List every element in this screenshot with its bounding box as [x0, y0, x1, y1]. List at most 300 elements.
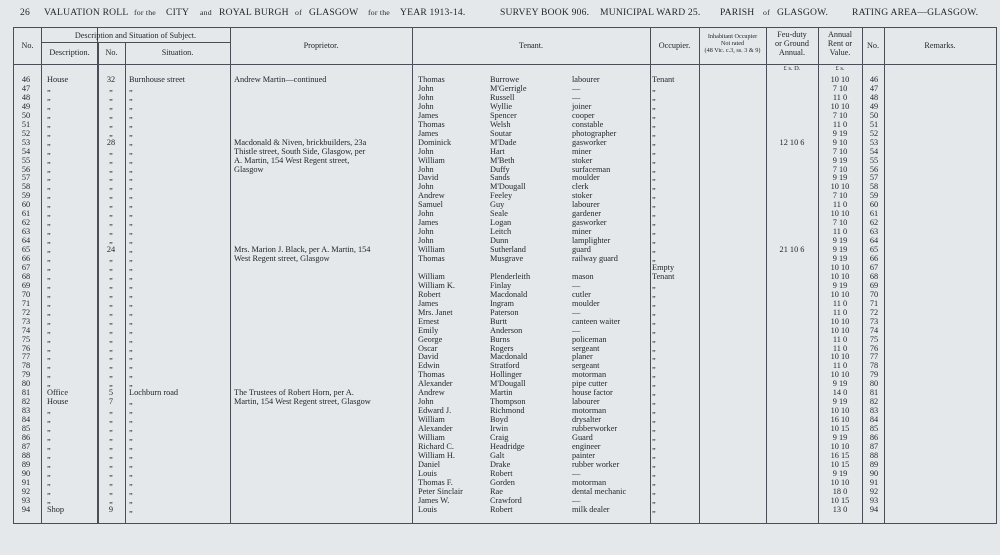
cell-first: John: [418, 209, 434, 219]
table-row: [14, 147, 996, 156]
cell-num: „: [109, 352, 113, 362]
cell-first: William K.: [418, 280, 455, 290]
cell-last: Welsh: [490, 119, 511, 129]
table-row: [14, 406, 996, 415]
cell-rent: 9 19: [832, 245, 848, 255]
cell-rent: 14 0: [832, 388, 848, 398]
cell-no-right: 74: [869, 325, 879, 335]
cell-sit: „: [129, 254, 133, 263]
cell-no-right: 78: [869, 361, 879, 371]
cell-desc: „: [47, 254, 51, 263]
cell-desc: „: [47, 209, 51, 219]
cell-occupier: „: [652, 289, 656, 299]
cell-no: 78: [21, 361, 31, 371]
cell-rent: 11 0: [832, 200, 848, 210]
cell-last: Rogers: [490, 343, 514, 353]
cell-last: Hollinger: [490, 370, 522, 380]
cell-occ: stoker: [572, 191, 593, 201]
cell-num: „: [109, 415, 113, 425]
cell-occupier: „: [652, 316, 656, 326]
cell-desc: „: [47, 101, 51, 111]
cell-occupier: „: [652, 182, 656, 192]
cell-no-right: 54: [869, 146, 879, 156]
cell-sit: „: [129, 110, 133, 120]
table-row: [14, 290, 996, 299]
cell-occ: gasworker: [572, 218, 607, 228]
cell-no-right: 85: [869, 424, 879, 434]
cell-first: Alexander: [418, 379, 453, 389]
table-row: [14, 75, 996, 84]
cell-sit: „: [129, 101, 133, 111]
table-row: [14, 281, 996, 290]
col-rent-line3: Value.: [829, 48, 851, 57]
cell-no: 75: [21, 334, 31, 344]
cell-occupier: „: [652, 325, 656, 335]
cell-desc: „: [47, 128, 51, 138]
cell-desc: „: [47, 280, 51, 290]
cell-desc: „: [47, 191, 51, 201]
cell-rent: 9 19: [832, 468, 848, 478]
cell-occupier: „: [652, 370, 656, 380]
cell-sit: „: [129, 441, 133, 451]
cell-desc: „: [47, 495, 51, 505]
cell-num: „: [109, 173, 113, 183]
cell-sit: „: [129, 92, 133, 102]
cell-num: „: [109, 486, 113, 496]
cell-first: Emily: [418, 325, 439, 335]
cell-no-right: 50: [869, 110, 879, 120]
cell-occupier: „: [652, 236, 656, 246]
cell-occupier: „: [652, 137, 656, 147]
cell-no-right: 59: [869, 191, 879, 201]
cell-rent: 18 0: [832, 486, 848, 496]
cell-no: 81: [21, 388, 31, 398]
col-situation: Situation.: [161, 48, 194, 57]
cell-occ: moulder: [572, 173, 600, 183]
cell-occ: labourer: [572, 75, 600, 84]
cell-occupier: „: [652, 495, 656, 505]
cell-num: „: [109, 200, 113, 210]
col-inhabitant: [699, 33, 766, 54]
cell-no: 77: [21, 352, 31, 362]
cell-num: „: [109, 227, 113, 237]
cell-num: „: [109, 155, 113, 165]
cell-occ: gasworker: [572, 137, 607, 147]
cell-first: Richard C.: [418, 441, 454, 451]
cell-desc: „: [47, 486, 51, 496]
cell-num: „: [109, 325, 113, 335]
cell-sit: „: [129, 83, 133, 93]
cell-desc: „: [47, 146, 51, 156]
cell-num: „: [109, 119, 113, 129]
cell-sit: „: [129, 280, 133, 290]
col-feu-line1: Feu-duty: [777, 30, 807, 39]
cell-rent: 7 10: [832, 218, 848, 228]
table-row: [14, 487, 996, 496]
cell-prop: Mrs. Marion J. Black, per A. Martin, 154: [234, 245, 371, 255]
cell-occ: miner: [572, 146, 592, 156]
feu-currency-units: £ s. D.: [783, 65, 801, 72]
cell-no-right: 48: [869, 92, 879, 102]
cell-no: 51: [21, 119, 31, 129]
cell-rent: 10 10: [830, 406, 850, 416]
cell-last: Ingram: [490, 298, 514, 308]
cell-first: Thomas: [418, 254, 445, 263]
col-rent-line1: Annual: [827, 30, 853, 39]
cell-rent: 10 15: [830, 495, 850, 505]
cell-last: Galt: [490, 450, 505, 460]
cell-rent: 9 19: [832, 433, 848, 442]
cell-rent: 10 10: [830, 325, 850, 335]
cell-last: M'Gerrigle: [490, 83, 527, 93]
cell-desc: „: [47, 155, 51, 165]
table-row: [14, 272, 996, 281]
cell-last: Burns: [490, 334, 510, 344]
cell-rent: 7 10: [832, 110, 848, 120]
cell-occupier: „: [652, 254, 656, 263]
cell-num: „: [109, 334, 113, 344]
cell-no: 67: [21, 262, 31, 272]
cell-no: 56: [21, 164, 31, 174]
table-row: [14, 84, 996, 93]
cell-rent: 10 15: [830, 424, 850, 434]
cell-occ: —: [572, 280, 581, 290]
cell-rent: 11 0: [832, 307, 848, 317]
cell-no-right: 91: [869, 477, 879, 487]
cell-no: 49: [21, 101, 31, 111]
table-row: [14, 451, 996, 460]
cell-first: John: [418, 397, 434, 407]
cell-no-right: 62: [869, 218, 879, 228]
cell-desc: „: [47, 316, 51, 326]
cell-no-right: 70: [869, 289, 879, 299]
cell-sit: „: [129, 209, 133, 219]
cell-occupier: „: [652, 361, 656, 371]
cell-no: 89: [21, 459, 31, 469]
cell-last: Macdonald: [490, 289, 528, 299]
table-row: [14, 263, 996, 272]
valuation-table: [13, 27, 997, 524]
table-row: [14, 496, 996, 505]
cell-sit: „: [129, 298, 133, 308]
cell-no: 82: [21, 397, 31, 407]
cell-rent: 9 19: [832, 128, 848, 138]
cell-sit: „: [129, 155, 133, 165]
cell-no-right: 56: [869, 164, 879, 174]
cell-no-right: 57: [869, 173, 879, 183]
cell-sit: „: [129, 397, 133, 407]
cell-first: Thomas F.: [418, 477, 453, 487]
cell-occupier: „: [652, 459, 656, 469]
table-row: [14, 361, 996, 370]
cell-occupier: „: [652, 343, 656, 353]
cell-no: 48: [21, 92, 31, 102]
cell-sit: „: [129, 137, 133, 147]
cell-no-right: 46: [869, 75, 879, 84]
cell-last: Spencer: [490, 110, 517, 120]
cell-occ: policeman: [572, 334, 607, 344]
survey-book: SURVEY BOOK 906.: [500, 7, 590, 18]
cell-first: William: [418, 245, 445, 255]
cell-num: „: [109, 361, 113, 371]
cell-desc: „: [47, 468, 51, 478]
cell-num: „: [109, 343, 113, 353]
cell-desc: House: [47, 397, 69, 407]
cell-occ: labourer: [572, 397, 600, 407]
cell-last: Robert: [490, 504, 513, 514]
cell-occupier: Tenant: [652, 271, 675, 281]
cell-sit: „: [129, 415, 133, 425]
cell-first: Edwin: [418, 361, 440, 371]
cell-last: Leitch: [490, 227, 512, 237]
cell-rent: 11 0: [832, 92, 848, 102]
cell-no-right: 86: [869, 433, 879, 442]
cell-first: John: [418, 101, 434, 111]
table-row: [14, 138, 996, 147]
cell-no-right: 84: [869, 415, 879, 425]
cell-first: Ernest: [418, 316, 440, 326]
table-row: [14, 111, 996, 120]
cell-no-right: 67: [869, 262, 879, 272]
cell-prop: A. Martin, 154 West Regent street,: [234, 155, 350, 165]
cell-no-right: 52: [869, 128, 879, 138]
cell-no-right: 60: [869, 200, 879, 210]
cell-occupier: „: [652, 298, 656, 308]
cell-occ: sergeant: [572, 361, 600, 371]
cell-occ: miner: [572, 227, 592, 237]
cell-desc: „: [47, 271, 51, 281]
cell-no: 57: [21, 173, 31, 183]
cell-no: 65: [21, 245, 31, 255]
table-row: [14, 469, 996, 478]
col-no: No.: [21, 41, 34, 50]
cell-last: Sands: [490, 173, 510, 183]
cell-desc: „: [47, 370, 51, 380]
cell-last: Russell: [490, 92, 515, 102]
cell-no-right: 66: [869, 254, 879, 263]
cell-desc: „: [47, 352, 51, 362]
cell-rent: 9 19: [832, 173, 848, 183]
cell-first: James: [418, 128, 439, 138]
cell-no: 53: [21, 137, 31, 147]
cell-rent: 11 0: [832, 227, 848, 237]
cell-no-right: 53: [869, 137, 879, 147]
cell-no-right: 79: [869, 370, 879, 380]
cell-occ: motorman: [572, 477, 607, 487]
cell-last: Boyd: [490, 415, 508, 425]
cell-occ: mason: [572, 271, 594, 281]
cell-desc: „: [47, 119, 51, 129]
cell-occupier: „: [652, 352, 656, 362]
title-glasgow: GLASGOW: [309, 7, 359, 18]
cell-sit: „: [129, 361, 133, 371]
cell-no: 87: [21, 441, 31, 451]
cell-last: Burtt: [490, 316, 508, 326]
cell-num: „: [109, 477, 113, 487]
cell-occ: cutler: [572, 289, 591, 299]
cell-last: Gorden: [490, 477, 515, 487]
cell-last: Paterson: [490, 307, 519, 317]
cell-rent: 10 10: [830, 352, 850, 362]
cell-rent: 10 10: [830, 209, 850, 219]
table-row: [14, 120, 996, 129]
cell-sit: Lochburn road: [129, 388, 179, 398]
cell-last: Craig: [490, 433, 509, 442]
cell-last: Headridge: [490, 441, 525, 451]
cell-no-right: 64: [869, 236, 879, 246]
cell-desc: „: [47, 450, 51, 460]
cell-no: 52: [21, 128, 31, 138]
cell-last: Richmond: [490, 406, 525, 416]
table-row: [14, 415, 996, 424]
cell-occupier: „: [652, 146, 656, 156]
cell-first: Samuel: [418, 200, 443, 210]
cell-first: William: [418, 155, 445, 165]
cell-no-right: 61: [869, 209, 879, 219]
cell-first: Robert: [418, 289, 441, 299]
cell-no-right: 87: [869, 441, 879, 451]
table-row: [14, 102, 996, 111]
cell-last: Anderson: [490, 325, 523, 335]
cell-rent: 9 19: [832, 155, 848, 165]
cell-no: 61: [21, 209, 31, 219]
table-row: [14, 505, 996, 514]
cell-rent: 10 10: [830, 101, 850, 111]
cell-no: 62: [21, 218, 31, 228]
cell-desc: „: [47, 433, 51, 442]
col-rent-line2: Rent or: [827, 39, 853, 48]
cell-occupier: „: [652, 164, 656, 174]
cell-rent: 10 10: [830, 477, 850, 487]
cell-rent: 7 10: [832, 83, 848, 93]
cell-no: 69: [21, 280, 31, 290]
cell-last: Soutar: [490, 128, 512, 138]
cell-num: „: [109, 406, 113, 416]
cell-first: David: [418, 173, 439, 183]
cell-occ: Guard: [572, 433, 593, 442]
cell-first: Louis: [418, 468, 437, 478]
cell-no: 66: [21, 254, 31, 263]
cell-no-right: 71: [869, 298, 879, 308]
cell-first: James W.: [418, 495, 450, 505]
cell-desc: Office: [47, 388, 69, 398]
cell-rent: 9 19: [832, 397, 848, 407]
cell-occupier: „: [652, 128, 656, 138]
cell-rent: 9 19: [832, 254, 848, 263]
cell-sit: „: [129, 459, 133, 469]
cell-last: Feeley: [490, 191, 513, 201]
cell-occupier: „: [652, 477, 656, 487]
cell-last: Crawford: [490, 495, 522, 505]
table-row: [14, 209, 996, 218]
cell-occupier: „: [652, 173, 656, 183]
parish-name: GLASGOW.: [777, 7, 829, 18]
cell-occ: constable: [572, 119, 604, 129]
cell-sit: „: [129, 245, 133, 255]
table-row: [14, 227, 996, 236]
table-row: [14, 299, 996, 308]
cell-rent: 13 0: [832, 504, 848, 514]
cell-last: Duffy: [490, 164, 510, 174]
cell-no: 58: [21, 182, 31, 192]
cell-occ: rubberworker: [572, 424, 618, 434]
cell-occupier: „: [652, 200, 656, 210]
cell-num: 28: [106, 137, 116, 147]
table-row: [14, 191, 996, 200]
cell-num: „: [109, 271, 113, 281]
cell-sit: „: [129, 289, 133, 299]
cell-occupier: „: [652, 433, 656, 442]
cell-occupier: „: [652, 486, 656, 496]
cell-sit: „: [129, 200, 133, 210]
cell-occ: drysalter: [572, 415, 602, 425]
parish-label: PARISH: [720, 7, 755, 18]
table-row: [14, 218, 996, 227]
cell-no: 90: [21, 468, 31, 478]
cell-num: „: [109, 236, 113, 246]
cell-occupier: „: [652, 209, 656, 219]
municipal-ward: MUNICIPAL WARD 25.: [600, 7, 701, 18]
cell-no-right: 73: [869, 316, 879, 326]
cell-prop: Andrew Martin—continued: [234, 75, 327, 84]
cell-occ: sergeant: [572, 343, 600, 353]
cell-first: James: [418, 110, 439, 120]
title-year: YEAR 1913-14.: [400, 7, 466, 18]
col-description-group: Description and Situation of Subject.: [74, 31, 197, 40]
cell-sit: „: [129, 218, 133, 228]
cell-last: Thompson: [490, 397, 526, 407]
cell-no: 91: [21, 477, 31, 487]
cell-num: „: [109, 262, 113, 272]
cell-occupier: „: [652, 441, 656, 451]
cell-no: 84: [21, 415, 31, 425]
cell-desc: „: [47, 245, 51, 255]
cell-first: John: [418, 236, 434, 246]
cell-sit: „: [129, 307, 133, 317]
cell-occ: —: [572, 83, 581, 93]
cell-no: 83: [21, 406, 31, 416]
cell-no-right: 77: [869, 352, 879, 362]
cell-no: 93: [21, 495, 31, 505]
cell-occ: stoker: [572, 155, 593, 165]
cell-desc: „: [47, 325, 51, 335]
cell-occ: —: [572, 307, 581, 317]
cell-occ: —: [572, 495, 581, 505]
cell-prop: Glasgow: [234, 164, 264, 174]
table-row: [14, 93, 996, 102]
cell-occ: moulder: [572, 298, 600, 308]
cell-last: Finlay: [490, 280, 512, 290]
cell-no-right: 47: [869, 83, 879, 93]
cell-last: Wyllie: [490, 101, 513, 111]
cell-desc: „: [47, 343, 51, 353]
cell-rent: 10 10: [830, 182, 850, 192]
table-row: [14, 424, 996, 433]
cell-no: 63: [21, 227, 31, 237]
cell-first: Daniel: [418, 459, 441, 469]
cell-num: „: [109, 128, 113, 138]
cell-first: Mrs. Janet: [418, 307, 453, 317]
cell-rent: 11 0: [832, 298, 848, 308]
cell-no: 71: [21, 298, 31, 308]
cell-no: 50: [21, 110, 31, 120]
cell-occ: lamplighter: [572, 236, 611, 246]
cell-first: James: [418, 298, 439, 308]
cell-num: 9: [108, 504, 114, 514]
cell-rent: 11 0: [832, 361, 848, 371]
cell-sit: „: [129, 325, 133, 335]
cell-occupier: „: [652, 191, 656, 201]
